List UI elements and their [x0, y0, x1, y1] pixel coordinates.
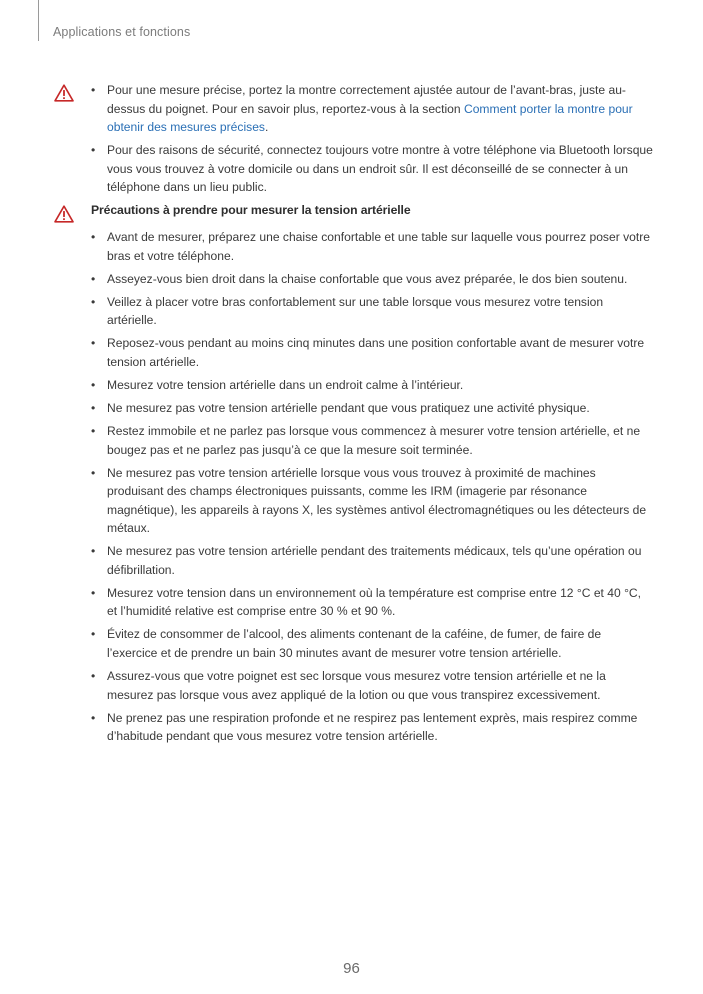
- list-item: • Restez immobile et ne parlez pas lorsque vous commencez à mesurer votre tension artérielle, et ne bougez pas et ne parlez pas jusqu’à ce que la mesure soit terminée.: [91, 422, 653, 459]
- caution-heading: Précautions à prendre pour mesurer la tension artérielle: [91, 203, 411, 217]
- list-item: • Pour une mesure précise, portez la montre correctement ajustée autour de l’avant-bras, juste au-dessus du poignet. Pour en savoir plus, reportez-vous à la section Comment porter la montre pour obtenir des mesures précises.: [91, 81, 653, 137]
- list-item: • Avant de mesurer, préparez une chaise confortable et une table sur laquelle vous pourrez poser votre bras et votre téléphone.: [91, 228, 653, 265]
- header-divider-line: [38, 0, 39, 41]
- list-item: • Asseyez-vous bien droit dans la chaise confortable que vous avez préparée, le dos bien soutenu.: [91, 270, 653, 289]
- caution-bullet-list: [91, 228, 653, 750]
- list-item: • Ne prenez pas une respiration profonde et ne respirez pas lentement exprès, mais respirez comme d’habitude pendant que vous mesurez votre tension artérielle.: [91, 709, 653, 746]
- list-item: • Mesurez votre tension artérielle dans un endroit calme à l’intérieur.: [91, 376, 653, 395]
- intro-bullet-list: [91, 81, 653, 201]
- list-item: • Veillez à placer votre bras confortablement sur une table lorsque vous mesurez votre tension artérielle.: [91, 293, 653, 330]
- list-item: • Ne mesurez pas votre tension artérielle pendant que vous pratiquez une activité physique.: [91, 399, 653, 418]
- warning-triangle-icon: [54, 84, 74, 102]
- list-item: • Reposez-vous pendant au moins cinq minutes dans une position confortable avant de mesurer votre tension artérielle.: [91, 334, 653, 371]
- section-title: Applications et fonctions: [53, 25, 191, 39]
- warning-triangle-icon: [54, 205, 74, 223]
- page-number: 96: [343, 960, 360, 977]
- list-item: • Pour des raisons de sécurité, connectez toujours votre montre à votre téléphone via Bluetooth lorsque vous vous trouvez à votre domicile ou dans un endroit sûr. Il est déconseillé de se connecter à un téléphone dans un lieu public.: [91, 141, 653, 197]
- reference-link[interactable]: Comment porter la montre pour obtenir des mesures précises: [107, 101, 633, 134]
- list-item: • Ne mesurez pas votre tension artérielle pendant des traitements médicaux, tels qu’une opération ou défibrillation.: [91, 542, 653, 579]
- list-item: • Assurez-vous que votre poignet est sec lorsque vous mesurez votre tension artérielle et ne la mesurez pas lorsque vous avez appliqué de la lotion ou que vous transpirez excessivement.: [91, 667, 653, 704]
- list-item: • Ne mesurez pas votre tension artérielle lorsque vous vous trouvez à proximité de machines produisant des champs électroniques puissants, comme les IRM (imagerie par résonance magnétique), les appareils à rayons X, les systèmes antivol électromagnétiques ou les détecteurs de métaux.: [91, 464, 653, 538]
- list-item: • Évitez de consommer de l’alcool, des aliments contenant de la caféine, de fumer, de faire de l’exercice et de prendre un bain 30 minutes avant de mesurer votre tension artérielle.: [91, 625, 653, 662]
- list-item: • Mesurez votre tension dans un environnement où la température est comprise entre 12 °C et 40 °C, et l’humidité relative est comprise entre 30 % et 90 %.: [91, 584, 653, 621]
